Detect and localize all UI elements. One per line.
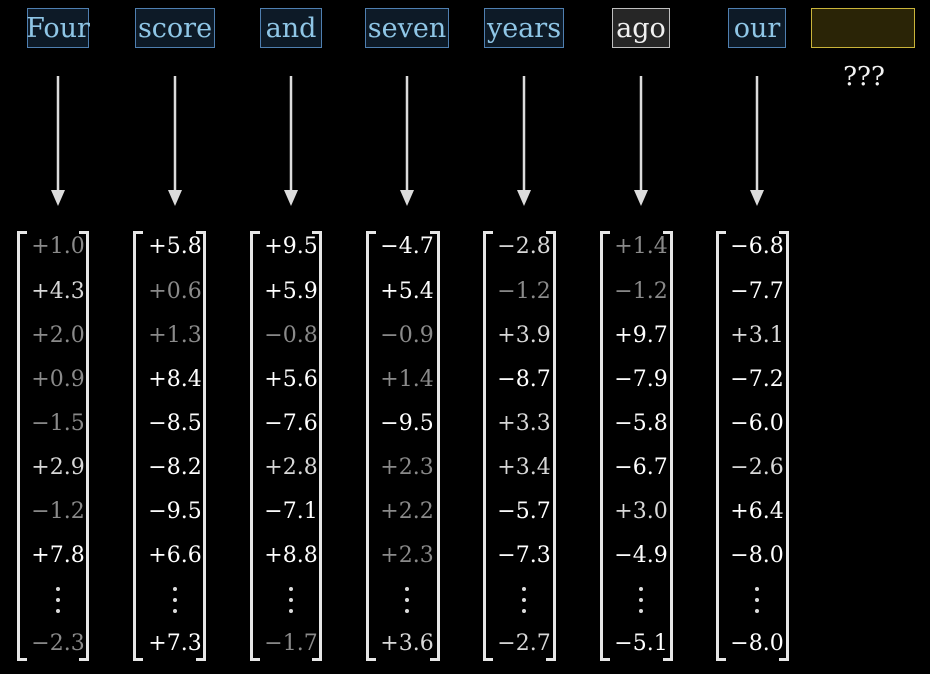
vector-value-last: −2.3 bbox=[31, 631, 85, 656]
vector-value-last: −5.1 bbox=[614, 631, 668, 656]
vector-value: +2.8 bbox=[264, 455, 318, 480]
vector-value-last: −1.7 bbox=[264, 631, 318, 656]
vector-value: +3.9 bbox=[497, 323, 551, 348]
arrow-down-icon bbox=[51, 76, 65, 206]
vector-value: +5.4 bbox=[380, 279, 434, 304]
vector-value: +0.6 bbox=[148, 279, 202, 304]
vector-value: +6.4 bbox=[730, 499, 784, 524]
vector-value: +0.9 bbox=[31, 367, 85, 392]
vertical-ellipsis-icon bbox=[135, 583, 215, 617]
vector-value: +4.3 bbox=[31, 279, 85, 304]
vector-value: +1.3 bbox=[148, 323, 202, 348]
token-box-and: and bbox=[260, 8, 322, 48]
vector-value: +2.0 bbox=[31, 323, 85, 348]
vertical-ellipsis-icon bbox=[484, 583, 564, 617]
vector-value: +5.9 bbox=[264, 279, 318, 304]
vector-value: −1.2 bbox=[31, 499, 85, 524]
vector-value: −7.6 bbox=[264, 411, 318, 436]
vector-value: +3.4 bbox=[497, 455, 551, 480]
vector-value-last: −8.0 bbox=[730, 631, 784, 656]
vector-value: +3.1 bbox=[730, 323, 784, 348]
vector-value: +3.3 bbox=[497, 411, 551, 436]
vertical-ellipsis-icon bbox=[367, 583, 447, 617]
vector-value: −0.8 bbox=[264, 323, 318, 348]
vector-value: −8.5 bbox=[148, 411, 202, 436]
prediction-box bbox=[811, 8, 915, 48]
vector-value: −7.1 bbox=[264, 499, 318, 524]
vector-value: −8.2 bbox=[148, 455, 202, 480]
vector-value: +2.3 bbox=[380, 455, 434, 480]
vector-value-last: −2.7 bbox=[497, 631, 551, 656]
vector-value: +8.8 bbox=[264, 543, 318, 568]
arrow-down-icon bbox=[400, 76, 414, 206]
token-box-ago: ago bbox=[612, 8, 670, 48]
vector-value: −1.2 bbox=[614, 279, 668, 304]
vector-value: −6.8 bbox=[730, 234, 784, 259]
vector-value: +6.6 bbox=[148, 543, 202, 568]
vector-value: +2.9 bbox=[31, 455, 85, 480]
vector-value: +9.7 bbox=[614, 323, 668, 348]
vector-value: +5.8 bbox=[148, 234, 202, 259]
token-box-seven: seven bbox=[365, 8, 449, 48]
vector-value: −4.7 bbox=[380, 234, 434, 259]
token-box-score: score bbox=[135, 8, 215, 48]
vertical-ellipsis-icon bbox=[601, 583, 681, 617]
vector-value: −7.7 bbox=[730, 279, 784, 304]
vector-value: −0.9 bbox=[380, 323, 434, 348]
vector-value: −5.8 bbox=[614, 411, 668, 436]
token-box-our: our bbox=[728, 8, 786, 48]
arrow-down-icon bbox=[517, 76, 531, 206]
vector-value: +8.4 bbox=[148, 367, 202, 392]
vector-value: −6.0 bbox=[730, 411, 784, 436]
arrow-down-icon bbox=[634, 76, 648, 206]
vector-value: −7.9 bbox=[614, 367, 668, 392]
vertical-ellipsis-icon bbox=[251, 583, 331, 617]
arrow-down-icon bbox=[168, 76, 182, 206]
vector-value: −9.5 bbox=[380, 411, 434, 436]
vector-value: +7.8 bbox=[31, 543, 85, 568]
vertical-ellipsis-icon bbox=[717, 583, 797, 617]
vector-value: −2.6 bbox=[730, 455, 784, 480]
vector-value-last: +7.3 bbox=[148, 631, 202, 656]
vector-value: −4.9 bbox=[614, 543, 668, 568]
vector-value: +1.4 bbox=[614, 234, 668, 259]
vector-value: −9.5 bbox=[148, 499, 202, 524]
vector-value: −8.7 bbox=[497, 367, 551, 392]
arrow-down-icon bbox=[750, 76, 764, 206]
vector-value: +1.4 bbox=[380, 367, 434, 392]
vector-value: −5.7 bbox=[497, 499, 551, 524]
vector-value: +2.2 bbox=[380, 499, 434, 524]
token-box-years: years bbox=[484, 8, 564, 48]
vector-value: +9.5 bbox=[264, 234, 318, 259]
vector-value: −2.8 bbox=[497, 234, 551, 259]
vector-value: +3.0 bbox=[614, 499, 668, 524]
vertical-ellipsis-icon bbox=[18, 583, 98, 617]
vector-value-last: +3.6 bbox=[380, 631, 434, 656]
vector-value: −1.5 bbox=[31, 411, 85, 436]
vector-value: +2.3 bbox=[380, 543, 434, 568]
token-box-four: Four bbox=[27, 8, 89, 48]
vector-value: −7.2 bbox=[730, 367, 784, 392]
vector-value: −6.7 bbox=[614, 455, 668, 480]
vector-value: −8.0 bbox=[730, 543, 784, 568]
vector-value: −7.3 bbox=[497, 543, 551, 568]
prediction-label: ??? bbox=[843, 62, 885, 92]
vector-value: +1.0 bbox=[31, 234, 85, 259]
vector-value: −1.2 bbox=[497, 279, 551, 304]
vector-value: +5.6 bbox=[264, 367, 318, 392]
arrow-down-icon bbox=[284, 76, 298, 206]
